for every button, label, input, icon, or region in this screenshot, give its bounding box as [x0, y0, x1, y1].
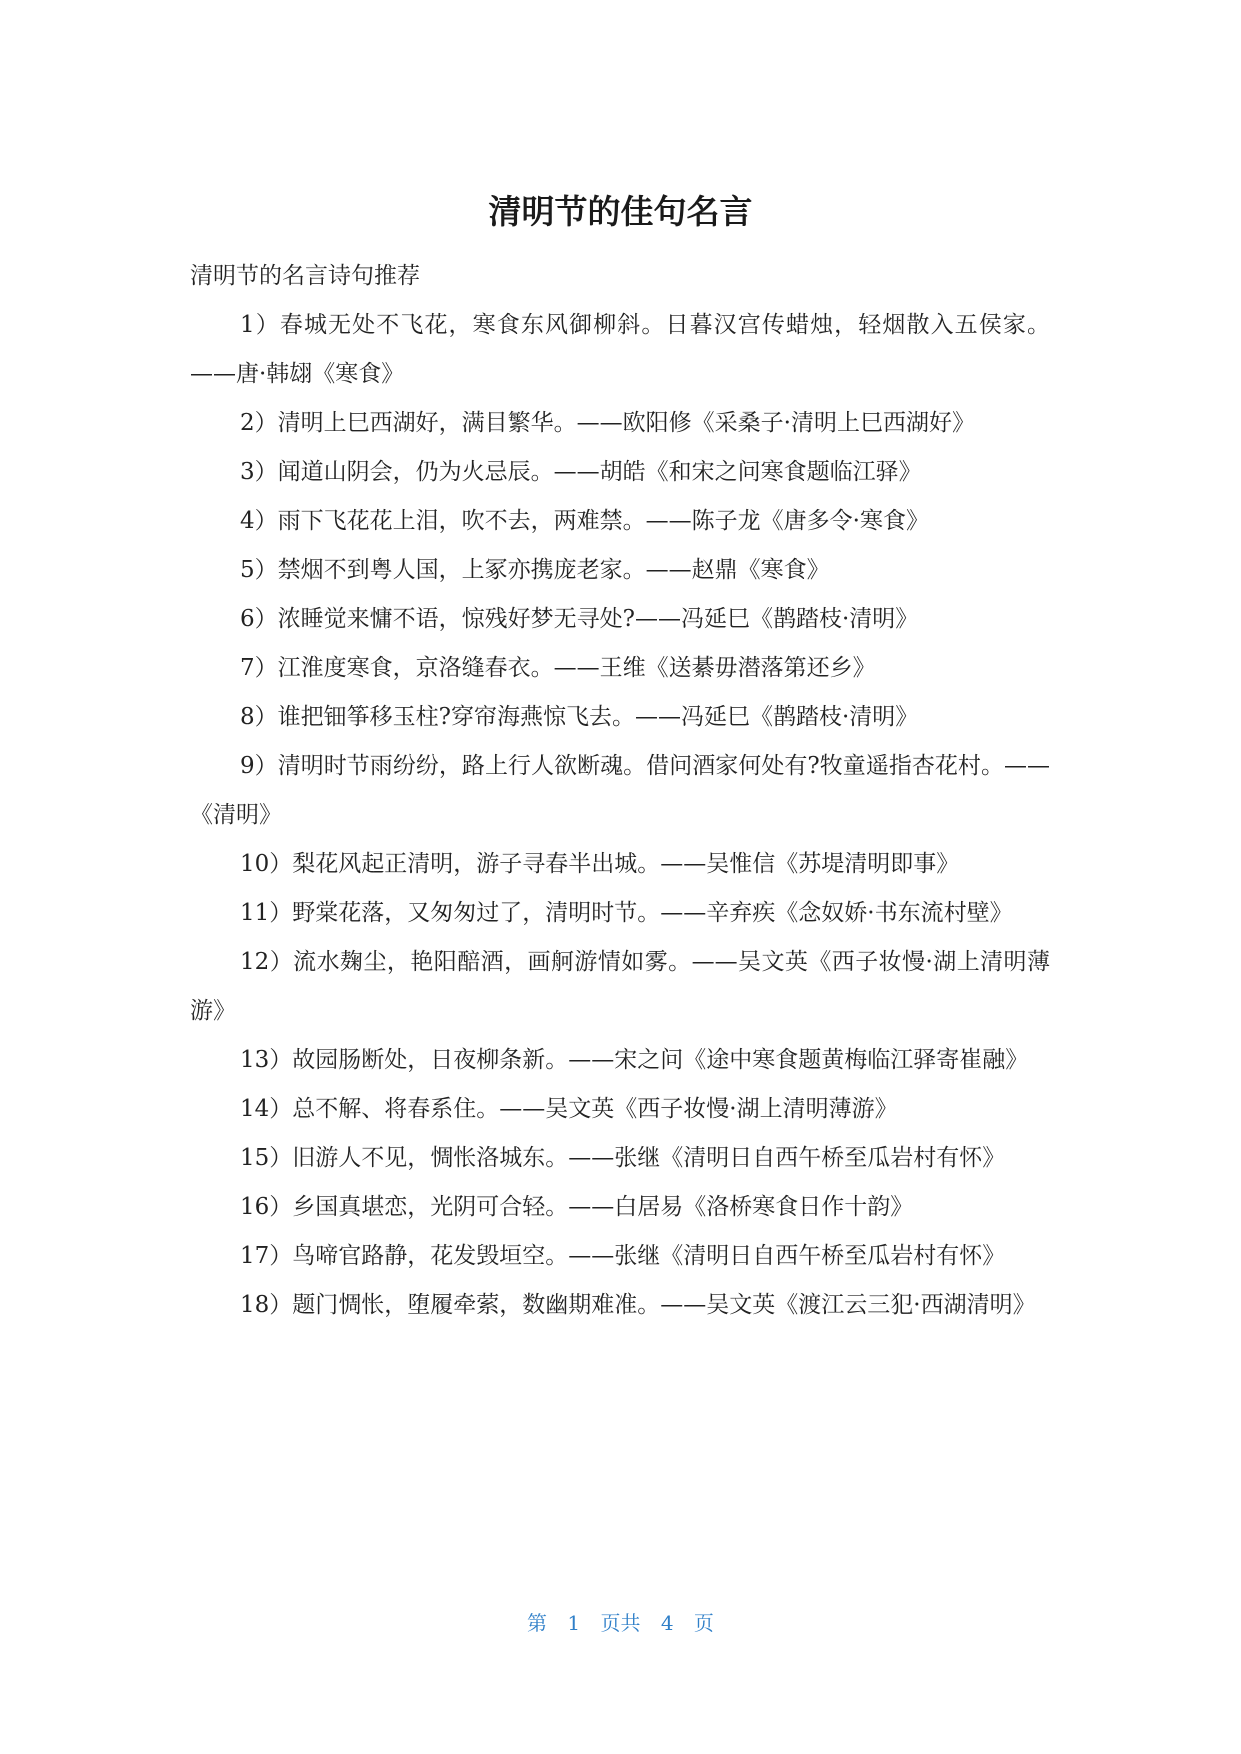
quote-item: 13）故园肠断处，日夜柳条新。——宋之问《途中寒食题黄梅临江驿寄崔融》: [240, 1047, 1029, 1073]
quote-item: 17）鸟啼官路静，花发毁垣空。——张继《清明日自西午桥至瓜岩村有怀》: [240, 1243, 1006, 1269]
quote-item: 8）谁把钿筝移玉柱?穿帘海燕惊飞去。——冯延巳《鹊踏枝·清明》: [240, 704, 919, 730]
quote-item: 1）春城无处不飞花，寒食东风御柳斜。日暮汉宫传蜡烛，轻烟散入五侯家。——唐·韩翃《寒食》: [190, 312, 1050, 387]
quote-item: 5）禁烟不到粤人国，上冢亦携庞老家。——赵鼎《寒食》: [240, 557, 830, 583]
quote-item: 12）流水麹尘，艳阳醅酒，画舸游情如雾。——吴文英《西子妆慢·湖上清明薄游》: [190, 949, 1050, 1024]
quote-item: 16）乡国真堪恋，光阴可合轻。——白居易《洛桥寒食日作十韵》: [240, 1194, 914, 1220]
quote-item: 9）清明时节雨纷纷，路上行人欲断魂。借问酒家何处有?牧童遥指杏花村。——《清明》: [190, 753, 1050, 828]
quote-item: 6）浓睡觉来慵不语，惊残好梦无寻处?——冯延巳《鹊踏枝·清明》: [240, 606, 919, 632]
intro-text: 清明节的名言诗句推荐: [190, 263, 420, 289]
document-title: 清明节的佳句名言: [488, 192, 753, 231]
quote-item: 2）清明上巳西湖好，满目繁华。——欧阳修《采桑子·清明上巳西湖好》: [240, 410, 975, 436]
quote-item: 18）题门惆怅，堕履牵萦，数幽期难准。——吴文英《渡江云三犯·西湖清明》: [240, 1292, 1036, 1318]
page-number-footer: 第 1 页共 4 页: [527, 1611, 714, 1635]
quote-list: [190, 301, 1050, 1330]
quote-item: 4）雨下飞花花上泪，吹不去，两难禁。——陈子龙《唐多令·寒食》: [240, 508, 929, 534]
quote-item: 11）野棠花落，又匆匆过了，清明时节。——辛弃疾《念奴娇·书东流村壁》: [240, 900, 1013, 926]
quote-item: 10）梨花风起正清明，游子寻春半出城。——吴惟信《苏堤清明即事》: [240, 851, 960, 877]
document-body: [190, 252, 1050, 1330]
quote-item: 3）闻道山阴会，仍为火忌辰。——胡皓《和宋之问寒食题临江驿》: [240, 459, 922, 485]
quote-item: 7）江淮度寒食，京洛缝春衣。——王维《送綦毋潜落第还乡》: [240, 655, 876, 681]
quote-item: 14）总不解、将春系住。——吴文英《西子妆慢·湖上清明薄游》: [240, 1096, 898, 1122]
quote-item: 15）旧游人不见，惆怅洛城东。——张继《清明日自西午桥至瓜岩村有怀》: [240, 1145, 1006, 1171]
